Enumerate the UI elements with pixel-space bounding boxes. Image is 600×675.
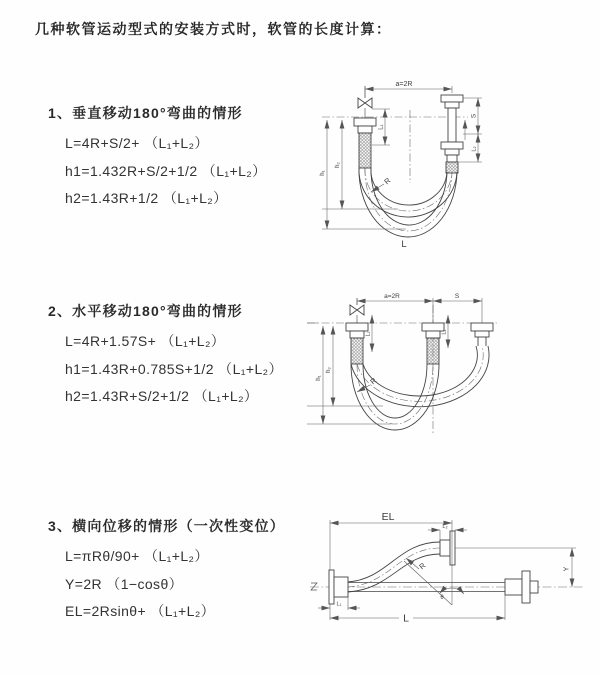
dim-label-l: L xyxy=(401,239,407,250)
pipe-break-mark xyxy=(311,583,317,590)
section-3-heading: 3、横向位移的情形（一次性变位） xyxy=(48,518,285,534)
formula-l: L=4R+S/2+ （L₁+L₂） xyxy=(65,135,209,151)
dim-label-y: Y xyxy=(563,566,571,572)
d3-left-flange xyxy=(329,570,348,604)
formula-h1: h1=1.432R+S/2+1/2 （L₁+L₂） xyxy=(65,162,267,179)
formula-l: L=πRθ/90+ （L₁+L₂） xyxy=(65,548,209,564)
hose-wall xyxy=(351,364,439,430)
d3-right-flange xyxy=(505,571,538,603)
dim-label-l2: L₂ xyxy=(471,146,478,152)
d1-right-pipe xyxy=(441,95,463,173)
formula-y: Y=2R （1−cosθ） xyxy=(65,575,184,592)
hose-wall xyxy=(371,168,447,225)
dim-label-s: S xyxy=(454,293,460,300)
dim-label-l2: L₂ xyxy=(442,524,448,530)
diagram-vertical-180-bend xyxy=(300,65,580,265)
d3-labels xyxy=(337,511,571,625)
section-2-heading: 2、水平移动180°弯曲的情形 xyxy=(48,303,243,319)
hose-wall xyxy=(363,364,427,418)
hose-wall xyxy=(363,346,477,396)
dim-label-l2: L₂ xyxy=(441,329,448,335)
dim-label-a2r: a=2R xyxy=(395,81,413,88)
section-2 xyxy=(48,301,283,414)
hose-wall xyxy=(359,168,457,217)
dim-label-h1: h₁ xyxy=(320,170,326,176)
d2-dimensions xyxy=(307,298,482,424)
dim-label-h2: h₂ xyxy=(335,162,341,168)
section-3 xyxy=(48,516,285,629)
radius-diagonal xyxy=(404,561,452,605)
d2-hose-arcs xyxy=(351,346,489,430)
formula-h1: h1=1.43R+0.785S+1/2 （L₁+L₂） xyxy=(65,360,283,377)
diagram-horizontal-180-bend xyxy=(295,280,580,465)
dim-label-s: S xyxy=(470,113,478,119)
d3-upper-flange xyxy=(440,531,455,565)
hose-wall xyxy=(348,542,440,582)
d2-right-pipe-displaced xyxy=(471,323,493,346)
formula-el: EL=2Rsinθ+ （L₁+L₂） xyxy=(65,603,216,619)
dim-label-l: L xyxy=(403,612,409,625)
d1-left-pipe xyxy=(354,118,376,168)
formula-l: L=4R+1.57S+ （L₁+L₂） xyxy=(65,333,226,349)
d3-dimensions xyxy=(318,520,576,620)
braided-hose-section xyxy=(427,338,439,364)
braided-hose-section xyxy=(446,162,458,173)
theta-arc xyxy=(452,588,464,594)
formula-h2: h2=1.43R+S/2+1/2 （L₁+L₂） xyxy=(65,388,259,404)
diagram-lateral-displacement xyxy=(300,498,595,663)
hose-wall xyxy=(348,554,440,592)
dim-label-a2r: a=2R xyxy=(384,293,400,300)
theta-arc xyxy=(440,588,453,594)
dim-label-el: EL xyxy=(381,511,395,523)
dim-label-r: R xyxy=(382,175,393,187)
page-title: 几种软管运动型式的安装方式时，软管的长度计算： xyxy=(35,21,392,37)
section-1-heading: 1、垂直移动180°弯曲的情形 xyxy=(48,105,243,121)
dim-label-r: R xyxy=(368,375,379,387)
braided-hose-section xyxy=(359,133,371,168)
d2-left-pipe xyxy=(346,323,368,364)
dim-label-h2: h₂ xyxy=(326,367,332,373)
dim-label-r: R xyxy=(417,560,428,572)
section-1 xyxy=(48,103,267,216)
dim-label-theta: θ xyxy=(440,595,444,601)
dim-label-l1: L₁ xyxy=(378,124,385,130)
formula-h2: h2=1.43R+1/2 （L₁+L₂） xyxy=(65,190,228,206)
hose-wall xyxy=(371,168,447,205)
dim-label-h1: h₁ xyxy=(316,375,322,381)
d2-centerlines xyxy=(307,305,497,435)
braided-hose-section xyxy=(351,338,363,364)
d2-middle-pipe xyxy=(422,323,444,364)
hose-wall xyxy=(359,168,457,237)
d1-hose-arcs xyxy=(359,168,457,237)
dim-label-l1: L₁ xyxy=(336,601,342,608)
dim-label-l1: L₁ xyxy=(365,331,372,337)
